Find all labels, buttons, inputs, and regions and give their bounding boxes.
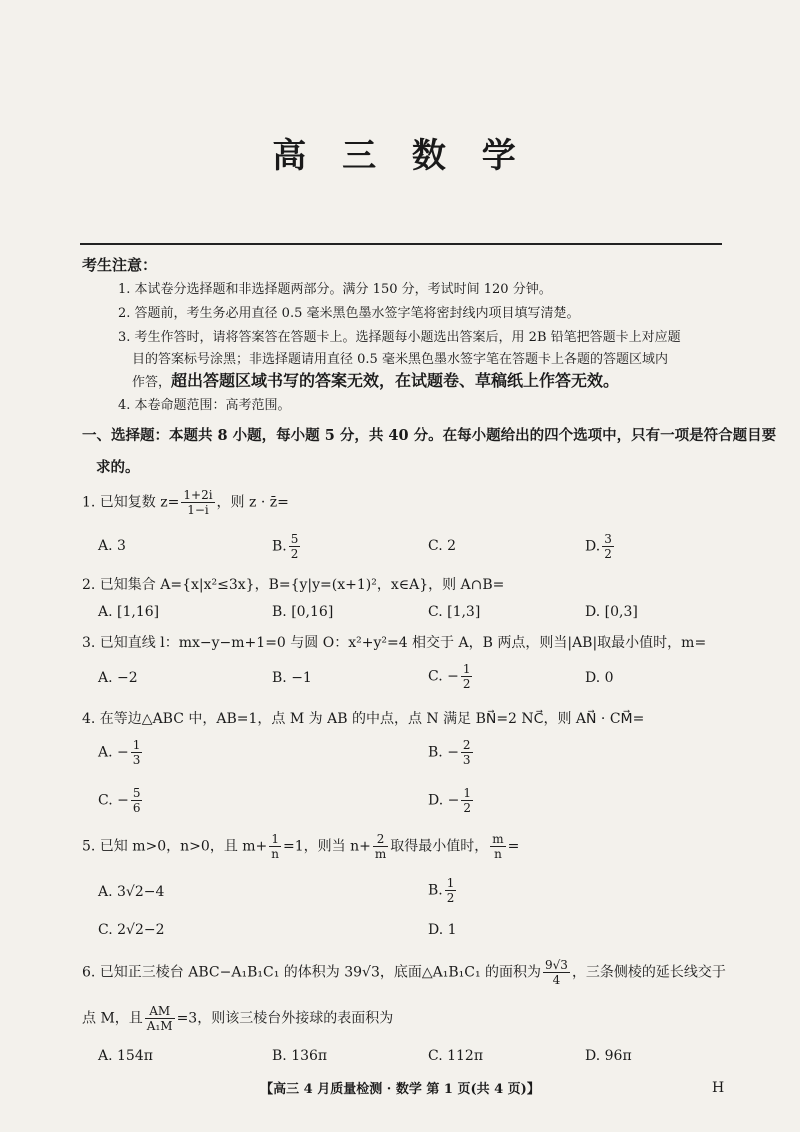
q4-option-c: C. − $\frac{5}{6}$ [98, 786, 141, 815]
question-6: 6. 已知正三棱台 ABC−A₁B₁C₁ 的体积为 39√3，底面△A₁B₁C₁ 的面积为 $\frac{9√3}{4}$ ，三条侧棱的延长线交于 [82, 958, 726, 987]
q6-option-b: B. 136π [272, 1048, 328, 1064]
q1-option-c: C. 2 [428, 538, 457, 554]
q2-option-c: C. [1,3] [428, 604, 481, 620]
notice-item [132, 368, 619, 391]
question-3: 3. 已知直线 l：mx−y−m+1=0 与圆 O：x²+y²=4 相交于 A，B 两点，则当|AB|取最小值时，m= [82, 635, 707, 651]
q5-option-c: C. 2√2−2 [98, 922, 165, 938]
notice-item-text: 作答， [132, 375, 172, 390]
question-5: 5. 已知 m>0，n>0，且 m+ $\frac{1}{n}$ =1，则当 n+ $\frac{2}{m}$ 取得最小值时， $\frac{m}{n}$ = [82, 832, 520, 861]
notice-item: 3. 考生作答时，请将答案答在答题卡上。选择题每小题选出答案后，用 2B 铅笔把答题卡上对应题 [118, 330, 681, 345]
question-2: 2. 已知集合 A={x|x²≤3x}，B={y|y=(x+1)²，x∈A}，则 A∩B= [82, 577, 505, 593]
page-title: 高 三 数 学 [272, 136, 528, 176]
q2-option-d: D. [0,3] [585, 604, 638, 620]
q1-option-b: B. $\frac{5}{2}$ [272, 532, 299, 561]
q2-option-a: A. [1,16] [98, 604, 160, 620]
q1-option-d: D. $\frac{3}{2}$ [585, 532, 612, 561]
q1-text: 1. 已知复数 z= [82, 494, 180, 511]
section-heading-cont: 求的。 [96, 459, 140, 476]
q5-option-b: B. $\frac{1}{2}$ [428, 876, 455, 905]
q4-option-a: A. − $\frac{1}{3}$ [98, 738, 141, 767]
q1-option-a: A. 3 [98, 538, 126, 554]
q6-option-a: A. 154π [98, 1048, 153, 1064]
page-footer: 【高三 4 月质量检测 · 数学 第 1 页(共 4 页)】 [260, 1082, 540, 1097]
q3-option-a: A. −2 [98, 670, 138, 686]
q6-option-c: C. 112π [428, 1048, 484, 1064]
notice-item: 目的答案标号涂黑；非选择题请用直径 0.5 毫米黑色墨水签字笔在答题卡上各题的答题区域内 [132, 352, 668, 367]
question-6-cont: 点 M，且 $\frac{AM}{\text{A₁M}}$ =3，则该三棱台外接球的表面积为 [82, 1004, 394, 1033]
notice-item: 4. 本卷命题范围：高考范围。 [118, 398, 291, 413]
q4-option-d: D. − $\frac{1}{2}$ [428, 786, 471, 815]
q2-option-b: B. [0,16] [272, 604, 334, 620]
header-divider [80, 243, 722, 245]
question-4: 4. 在等边△ABC 中，AB=1，点 M 为 AB 的中点，点 N 满足 BN⃗=2 NC⃗，则 AN⃗ · CM⃗= [82, 711, 645, 727]
q5-option-a: A. 3√2−4 [98, 884, 165, 900]
fraction: $\frac{1+2i}{1-i}$ [183, 488, 213, 517]
notice-emphasis: 超出答题区域书写的答案无效，在试题卷、草稿纸上作答无效。 [171, 371, 620, 390]
section-heading: 一、选择题：本题共 8 小题，每小题 5 分，共 40 分。在每小题给出的四个选项中，只有一项是符合题目要 [82, 427, 777, 444]
notice-item: 1. 本试卷分选择题和非选择题两部分。满分 150 分，考试时间 120 分钟。 [118, 282, 552, 297]
q1-text-end: ，则 z · z̄= [216, 494, 289, 511]
question-1 [82, 488, 289, 517]
version-mark: H [712, 1080, 725, 1096]
q4-option-b: B. − $\frac{2}{3}$ [428, 738, 471, 767]
notice-heading: 考生注意： [82, 256, 158, 274]
q5-option-d: D. 1 [428, 922, 457, 938]
notice-item: 2. 答题前，考生务必用直径 0.5 毫米黑色墨水签字笔将密封线内项目填写清楚。 [118, 306, 580, 321]
q6-option-d: D. 96π [585, 1048, 632, 1064]
q3-option-d: D. 0 [585, 670, 614, 686]
q3-option-c: C. − $\frac{1}{2}$ [428, 662, 471, 691]
q3-option-b: B. −1 [272, 670, 312, 686]
